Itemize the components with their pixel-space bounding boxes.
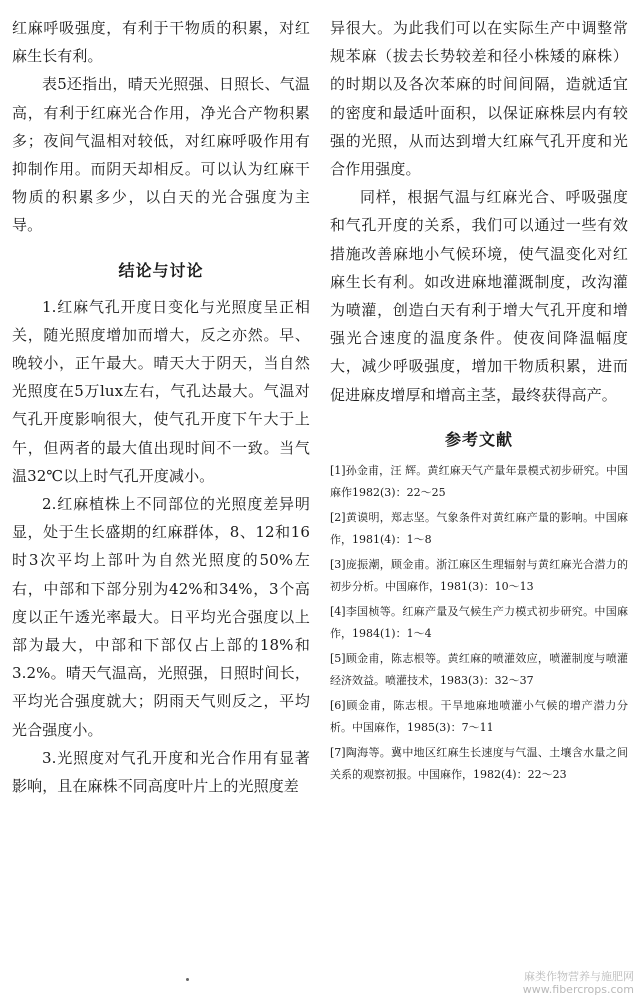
references-title: 参考文献 [444, 429, 513, 449]
section-title-conclusions: 结论与讨论 [118, 260, 204, 280]
right-column [330, 14, 628, 789]
paragraph-table5: 表5还指出，晴天光照强、日照长、气温高，有利于红麻光合作用，净光合产物积累多；夜间气温相对较低，对红麻呼吸作用有抑制作用。而阴天却相反。可以认为红麻干物质的积累多少，以白天的光合强度为主导。 [12, 75, 310, 235]
reference-item: [4]李国桢等。红麻产量及气候生产力模式初步研究。中国麻作，1984(1)：1～4 [330, 604, 628, 641]
left-column [12, 14, 310, 800]
reference-item: [7]陶海等。冀中地区红麻生长速度与气温、土壤含水量之间关系的观察初报。中国麻作，1982(4)：22～23 [330, 745, 628, 782]
site-watermark [523, 970, 634, 996]
reference-item: [3]庞振潮，顾金甫。浙江麻区生理辐射与黄红麻光合潜力的初步分析。中国麻作，1981(3)：10～13 [330, 557, 628, 594]
paragraph-intro: 红麻呼吸强度，有利于干物质的积累，对红麻生长有利。 [12, 19, 310, 66]
reference-item: [6]顾金甫，陈志根。干旱地麻地喷灌小气候的增产潜力分析。中国麻作，1985(3)：7～11 [330, 698, 628, 735]
paragraph-measures: 同样，根据气温与红麻光合、呼吸强度和气孔开度的关系，我们可以通过一些有效措施改善麻地小气候环境，使气温变化对红麻生长有利。如改进麻地灌溉制度，改沟灌为喷灌，创造白天有利于增大气孔开度和增强光合速度的温度条件。使夜间降温幅度大，减少呼吸强度，增加干物质积累，进而促进麻皮增厚和增高主茎，最终获得高产。 [330, 188, 628, 404]
paragraph-conclusion-3-continued: 异很大。为此我们可以在实际生产中调整常规苯麻（拔去长势较差和径小株矮的麻株）的时期以及各次苯麻的时间间隔，造就适宜的密度和最适叶面积，以保证麻株层内有较强的光照，从而达到增大红麻气孔开度和光合作用强度。 [330, 19, 628, 179]
reference-item: [1]孙金甫，汪 辉。黄红麻天气产量年景模式初步研究。中国麻作1982(3)：22～25 [330, 463, 628, 500]
paragraph-conclusion-3: 3.光照度对气孔开度和光合作用有显著影响，且在麻株不同高度叶片上的光照度差 [12, 748, 310, 796]
watermark-line-2: www.fibercrops.com [522, 983, 634, 996]
paragraph-conclusion-2: 2.红麻植株上不同部位的光照度差异明显，处于生长盛期的红麻群体，8、12和16时3次平均上部叶为自然光照度的50%左右，中部和下部分别为42%和34%，3个高度以正午透光率最大。日平均光合强度以上部为最大，中部和下部仅占上部的18%和3.2%。晴天气温高，光照强，日照时间长，平均光合强度就大；阴雨天气则反之，平均光合强度小。 [12, 495, 310, 739]
reference-item: [5]顾金甫，陈志根等。黄红麻的喷灌效应，喷灌制度与喷灌经济效益。喷灌技术，1983(3)：32～37 [330, 651, 628, 688]
watermark-line-1: 麻类作物营养与施肥网 [524, 970, 634, 983]
reference-list [330, 460, 628, 787]
paragraph-conclusion-1: 1.红麻气孔开度日变化与光照度呈正相关，随光照度增加而增大，反之亦然。早、晚较小，正午最大。晴天大于阴天，当自然光照度在5万lux左右，气孔达最大。气温对气孔开度影响很大，使气孔开度下午大于上午，但两者的最大值出现时间不一致。当气温32℃以上时气孔开度减小。 [12, 297, 310, 485]
reference-item: [2]黄谟明，郑志坚。气象条件对黄红麻产量的影响。中国麻作，1981(4)：1～8 [330, 510, 628, 547]
page-mark-dot [186, 978, 189, 981]
